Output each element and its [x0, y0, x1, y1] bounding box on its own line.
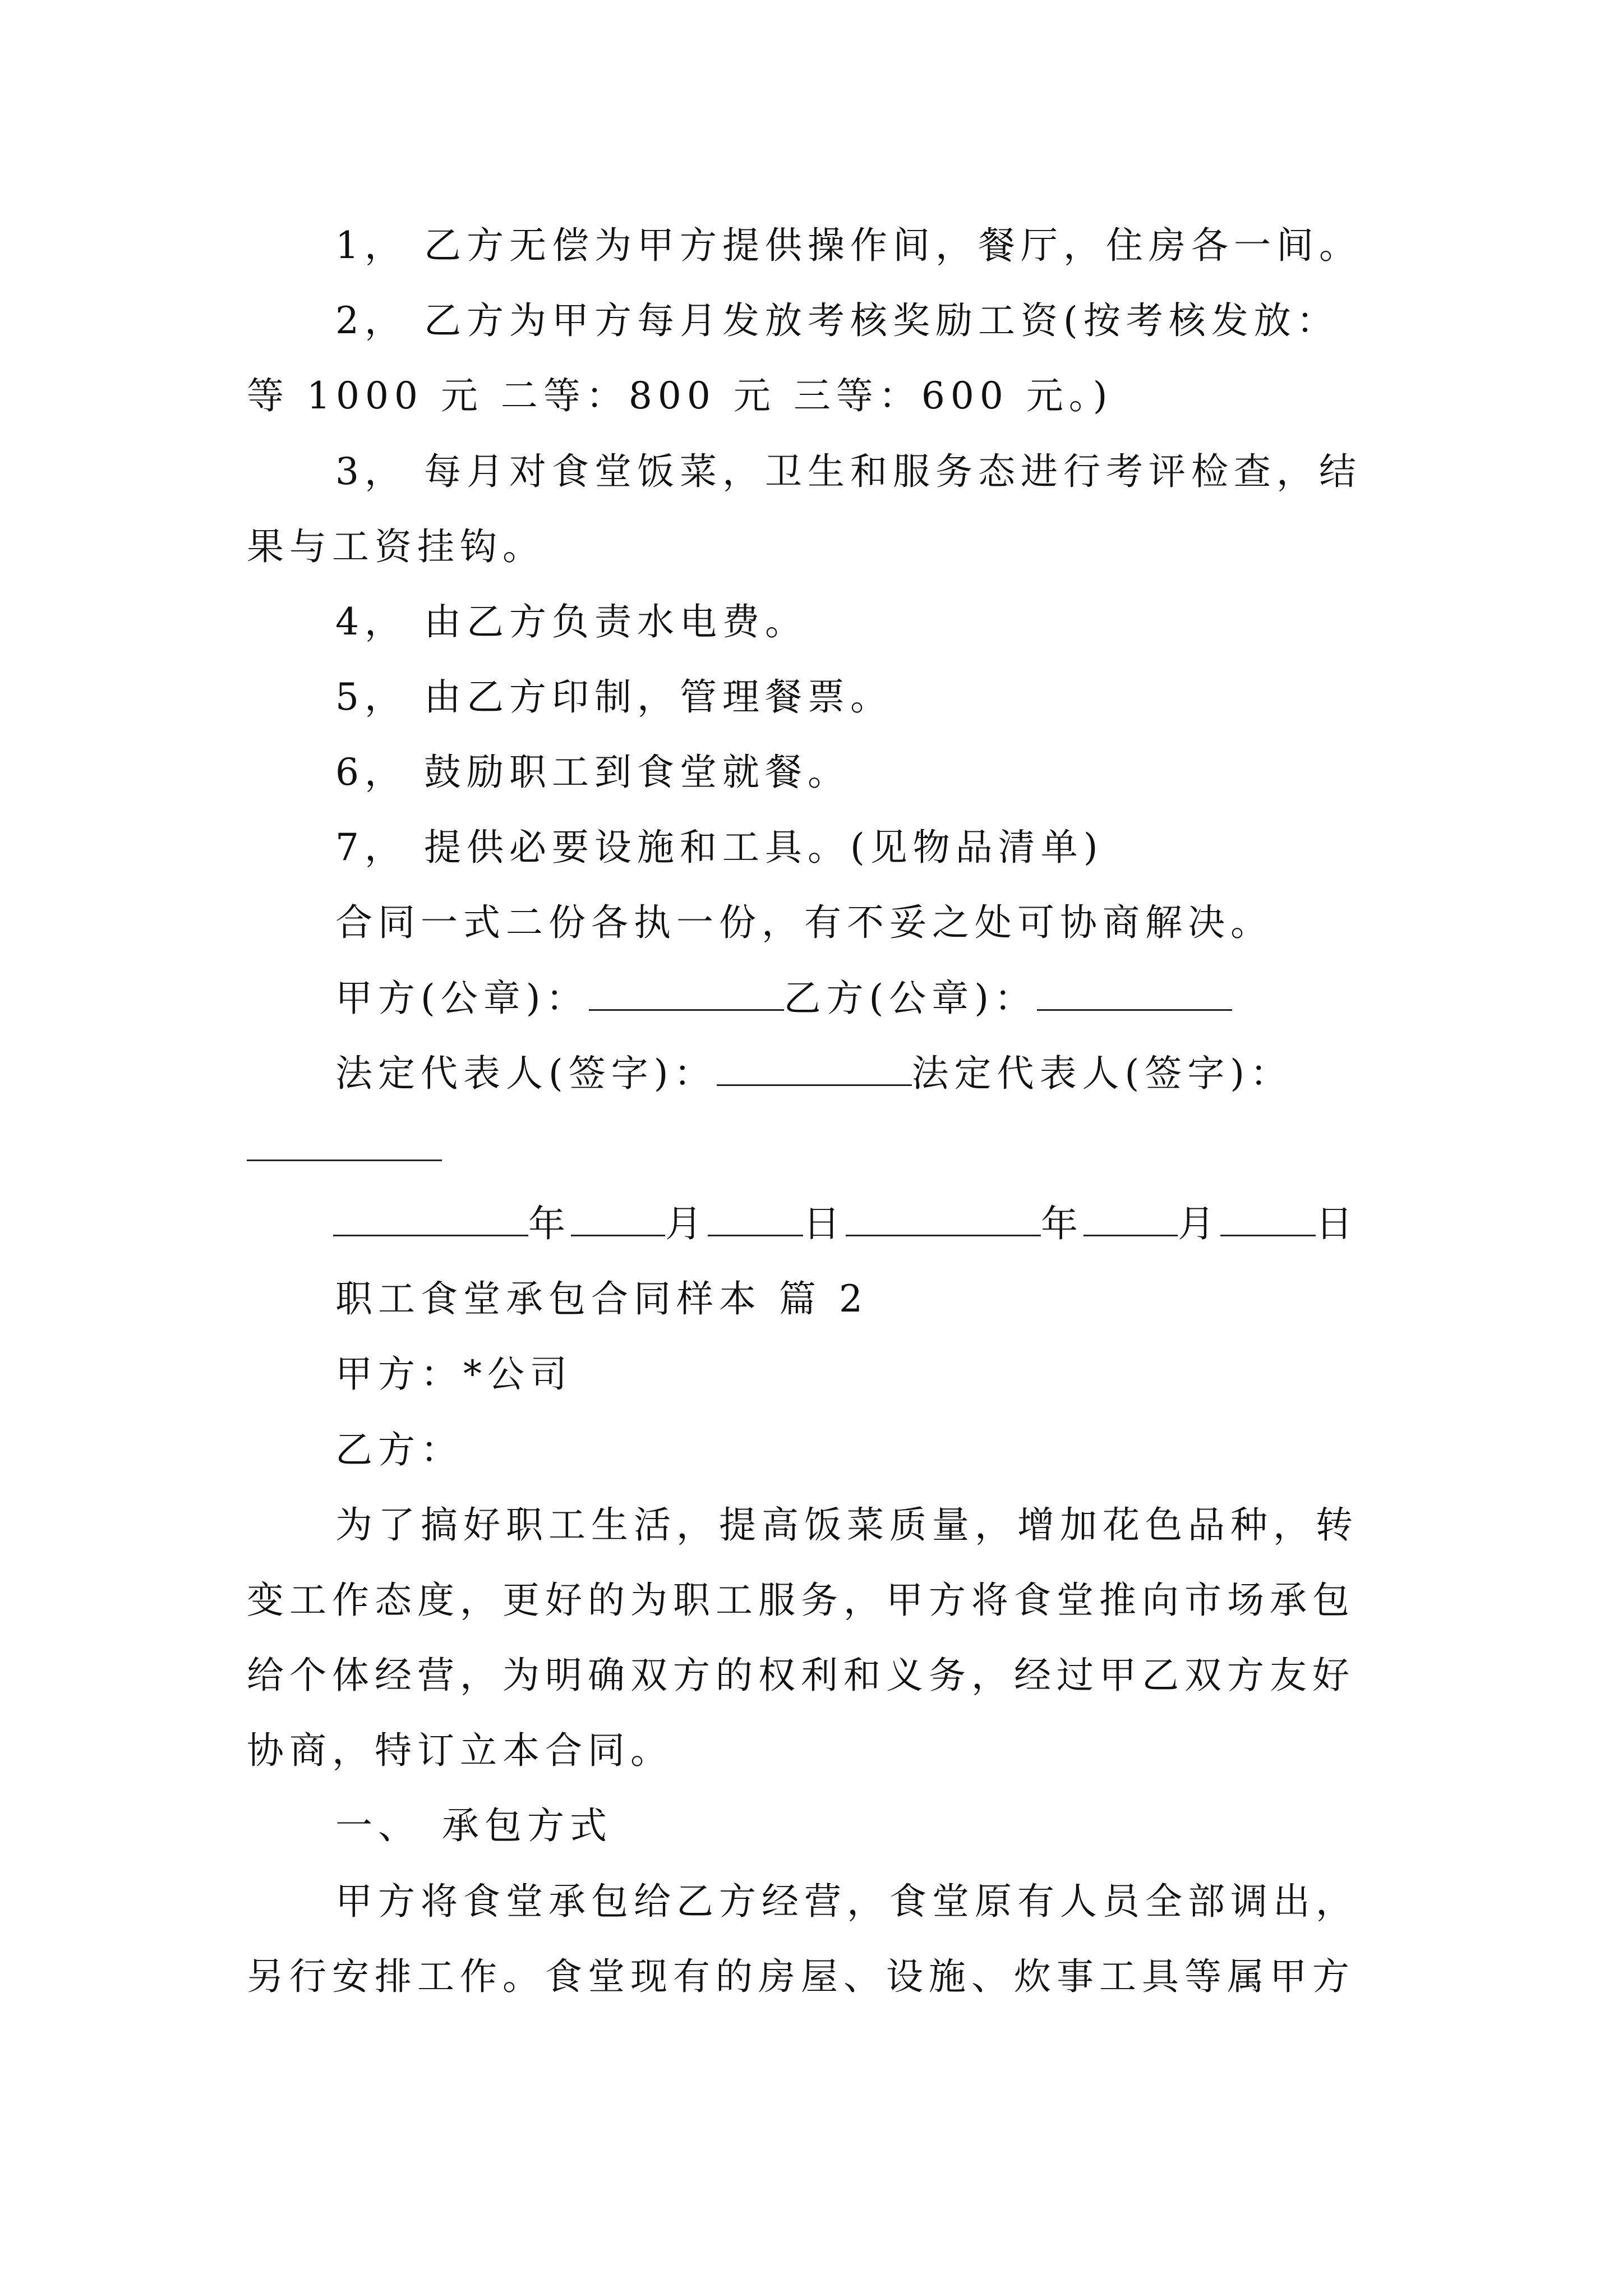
list-item: [335, 223, 1362, 268]
item-text: 提供必要设施和工具。(见物品清单): [424, 826, 1104, 869]
item-text: 由乙方负责水电费。: [424, 600, 808, 643]
body-paragraph-line: 甲方将食堂承包给乙方经营，食堂原有人员全部调出，: [335, 1880, 1358, 1923]
intro-paragraph-line: 变工作态度，更好的为职工服务，甲方将食堂推向市场承包: [247, 1579, 1355, 1622]
month-a-blank: [571, 1202, 665, 1236]
list-item: [335, 449, 1362, 494]
item-number: 4，: [335, 600, 407, 643]
intro-paragraph-line: 协商，特订立本合同。: [247, 1729, 673, 1772]
day-b-blank: [1220, 1202, 1316, 1236]
intro-paragraph-line: 给个体经营，为明确双方的权利和义务，经过甲乙双方友好: [247, 1654, 1355, 1697]
party-a-seal-label: 甲方(公章)：: [335, 977, 589, 1020]
rep-a-blank: [717, 1052, 912, 1086]
list-item: [335, 298, 1339, 343]
party-b-seal-blank: [1037, 977, 1232, 1011]
month-a-label: 月: [665, 1202, 708, 1245]
party-a-line: 甲方：*公司: [335, 1352, 573, 1396]
heading-text: 承包方式: [442, 1804, 612, 1847]
item-number: 7，: [335, 826, 407, 869]
item-text: 鼓励职工到食堂就餐。: [424, 751, 850, 794]
year-b-label: 年: [1041, 1202, 1083, 1245]
item-number: 5，: [335, 675, 407, 719]
date-line: [333, 1202, 1358, 1246]
year-b-blank: [846, 1202, 1041, 1236]
month-b-label: 月: [1178, 1202, 1220, 1245]
list-item: [335, 825, 1104, 870]
rep-b-blank: [247, 1127, 442, 1161]
month-b-blank: [1083, 1202, 1178, 1236]
rep-b-label: 法定代表人(签字)：: [911, 1052, 1293, 1095]
item-text: 由乙方印制，管理餐票。: [424, 675, 893, 719]
item-text: 乙方为甲方每月发放考核奖励工资(按考核发放：: [424, 299, 1339, 342]
rep-a-label: 法定代表人(签字)：: [335, 1052, 717, 1095]
copies-clause: 合同一式二份各执一份，有不妥之处可协商解决。: [335, 901, 1273, 944]
item-number: 1，: [335, 224, 407, 267]
party-a-seal-blank: [589, 977, 784, 1011]
year-a-blank: [333, 1202, 528, 1236]
party-b-line: 乙方：: [335, 1428, 463, 1471]
representative-line: [335, 1051, 1293, 1096]
body-paragraph-line: 另行安排工作。食堂现有的房屋、设施、炊事工具等属甲方: [247, 1955, 1355, 1998]
item-text: 每月对食堂饭菜，卫生和服务态进行考评检查，结: [424, 450, 1362, 493]
year-a-label: 年: [528, 1202, 571, 1245]
item-continuation: 等 1000 元 二等：800 元 三等：600 元。): [247, 374, 1113, 417]
intro-paragraph-line: 为了搞好职工生活，提高饭菜质量，增加花色品种，转: [335, 1503, 1358, 1547]
heading-number: 一、: [335, 1804, 421, 1847]
heading-contract-method: [335, 1803, 612, 1848]
seal-line: [335, 976, 1232, 1021]
list-item: [335, 675, 893, 720]
day-a-blank: [708, 1202, 803, 1236]
list-item: [335, 600, 808, 645]
party-b-seal-label: 乙方(公章)：: [783, 977, 1037, 1020]
day-b-label: 日: [1316, 1202, 1358, 1245]
item-text: 乙方无偿为甲方提供操作间，餐厅，住房各一间。: [424, 224, 1362, 267]
item-number: 2，: [335, 299, 407, 342]
list-item: [335, 750, 850, 795]
item-continuation: 果与工资挂钩。: [247, 525, 545, 568]
item-number: 3，: [335, 450, 407, 493]
item-number: 6，: [335, 751, 407, 794]
section-title: 职工食堂承包合同样本 篇 2: [335, 1277, 868, 1320]
rep-b-blank-line: [247, 1126, 442, 1171]
day-a-label: 日: [803, 1202, 846, 1245]
